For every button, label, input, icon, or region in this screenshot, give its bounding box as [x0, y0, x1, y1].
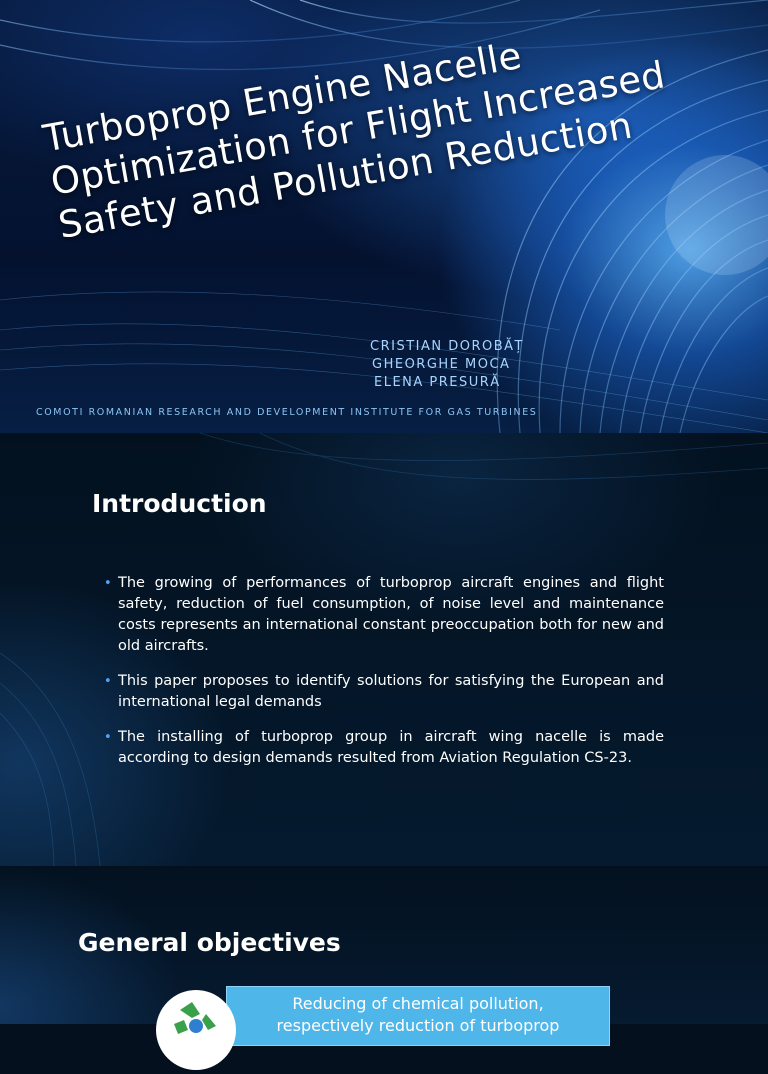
author-name: GHEORGHE MOCA: [372, 357, 511, 372]
bullet-icon: •: [104, 730, 112, 745]
list-item: [104, 727, 664, 769]
section-heading: Introduction: [92, 489, 267, 518]
author-name: ELENA PRESURĂ: [374, 375, 501, 390]
bullet-icon: •: [104, 674, 112, 689]
institute-name: COMOTI ROMANIAN RESEARCH AND DEVELOPMENT INSTITUTE FOR GAS TURBINES: [36, 407, 538, 418]
list-item: [104, 671, 664, 713]
bullet-text: The growing of performances of turboprop aircraft engines and flight safety, reduction of fuel consumption, of noise level and maintenance costs represents an international constant preoccupation both for new and old aircrafts.: [118, 575, 664, 654]
author-name: CRISTIAN DOROBĂȚ: [370, 339, 524, 354]
objective-text-line: Reducing of chemical pollution,: [292, 994, 544, 1013]
bullet-icon: •: [104, 576, 112, 591]
objective-text-line: respectively reduction of turboprop: [276, 1016, 560, 1035]
slide-title: Turboprop Engine Nacelle Optimization for Flight Increased Safety and Pollution Reduction: [40, 33, 669, 248]
list-item: [104, 573, 664, 657]
bullet-text: The installing of turboprop group in aircraft wing nacelle is made according to design demands resulted from Aviation Regulation CS-23.: [118, 729, 664, 766]
author-list: [370, 338, 524, 392]
objective-box: [226, 986, 610, 1046]
title-slide: [0, 0, 768, 433]
objectives-slide: [0, 866, 768, 1035]
section-heading: General objectives: [78, 928, 341, 957]
recycle-icon: [156, 990, 236, 1070]
bullet-list: [104, 573, 664, 783]
introduction-slide: [0, 433, 768, 866]
bullet-text: This paper proposes to identify solutions for satisfying the European and international legal demands: [118, 673, 664, 710]
